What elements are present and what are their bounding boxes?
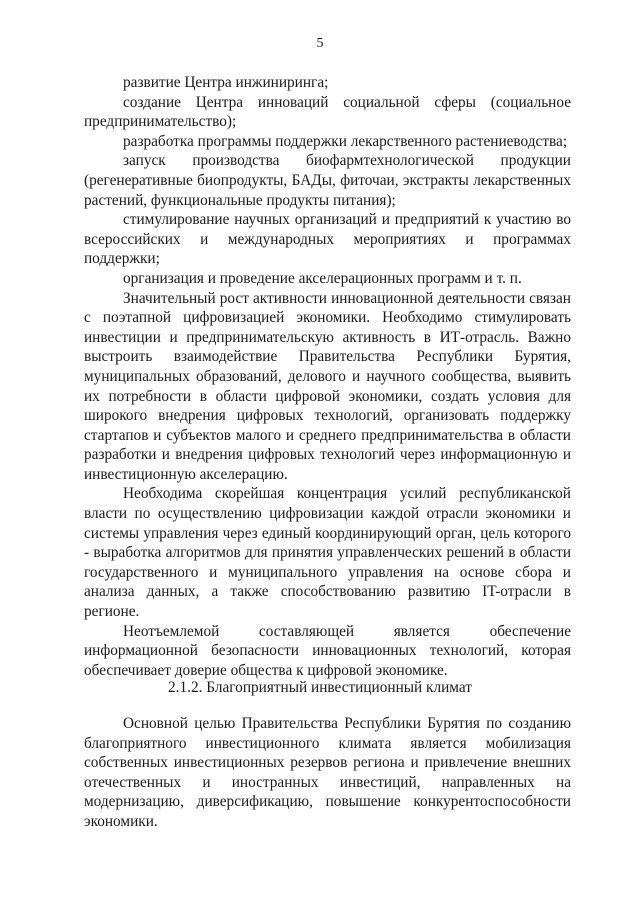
page-number: 5 [316, 36, 324, 51]
paragraph: Значительный рост активности инновационной деятельности связан с поэтапной цифровизацией экономики. Необходимо стимулировать инвестиции и предпринимательскую активность в ИТ-отрасль. Важно выстроить взаимодействие Правительства Республики Бурятия, муниципальных образований, делового и научного сообщества, выявить их потребности в области цифровой экономики, создать условия для широкого внедрения цифровых технологий, организовать поддержку стартапов и субъектов малого и среднего предпринимательства в области разработки и внедрения цифровых технологий через информационную и инвестиционную акселерацию. [84, 289, 571, 483]
list-item: запуск производства биофармтехнологической продукции (регенеративные биопродукты, БАДы, фиточаи, экстракты лекарственных растений, функциональные продукты питания); [84, 152, 571, 209]
section-heading: 2.1.2. Благоприятный инвестиционный климат [168, 679, 472, 696]
body-text [84, 73, 571, 680]
paragraph: Необходима скорейшая концентрация усилий республиканской власти по осуществлению цифровизации каждой отрасли экономики и системы управления через единый координирующий орган, цель которого - выработка алгоритмов для принятия управленческих решений в области государственного и муниципального управления на основе сбора и анализа данных, а также способствованию развитию IT-отрасли в регионе. [84, 485, 571, 621]
paragraph: Неотъемлемой составляющей является обеспечение информационной безопасности инновационных технологий, которая обеспечивает доверие общества к цифровой экономике. [84, 622, 571, 679]
list-item: развитие Центра инжиниринга; [123, 74, 329, 91]
section-text [84, 714, 571, 832]
list-item: стимулирование научных организаций и предприятий к участию во всероссийских и международных мероприятиях и программах поддержки; [84, 211, 571, 268]
list-item: организация и проведение акселерационных программ и т. п. [123, 269, 522, 287]
list-item: создание Центра инноваций социальной сферы (социальное предпринимательство); [84, 93, 571, 131]
list-item: разработка программы поддержки лекарственного растениеводства; [123, 132, 568, 150]
paragraph: Основной целью Правительства Республики Бурятия по созданию благоприятного инвестиционного климата является мобилизация собственных инвестиционных резервов региона и привлечение внешних отечественных и иностранных инвестиций, направленных на модернизацию, диверсификацию, повышение конкурентоспособности экономики. [84, 715, 571, 830]
